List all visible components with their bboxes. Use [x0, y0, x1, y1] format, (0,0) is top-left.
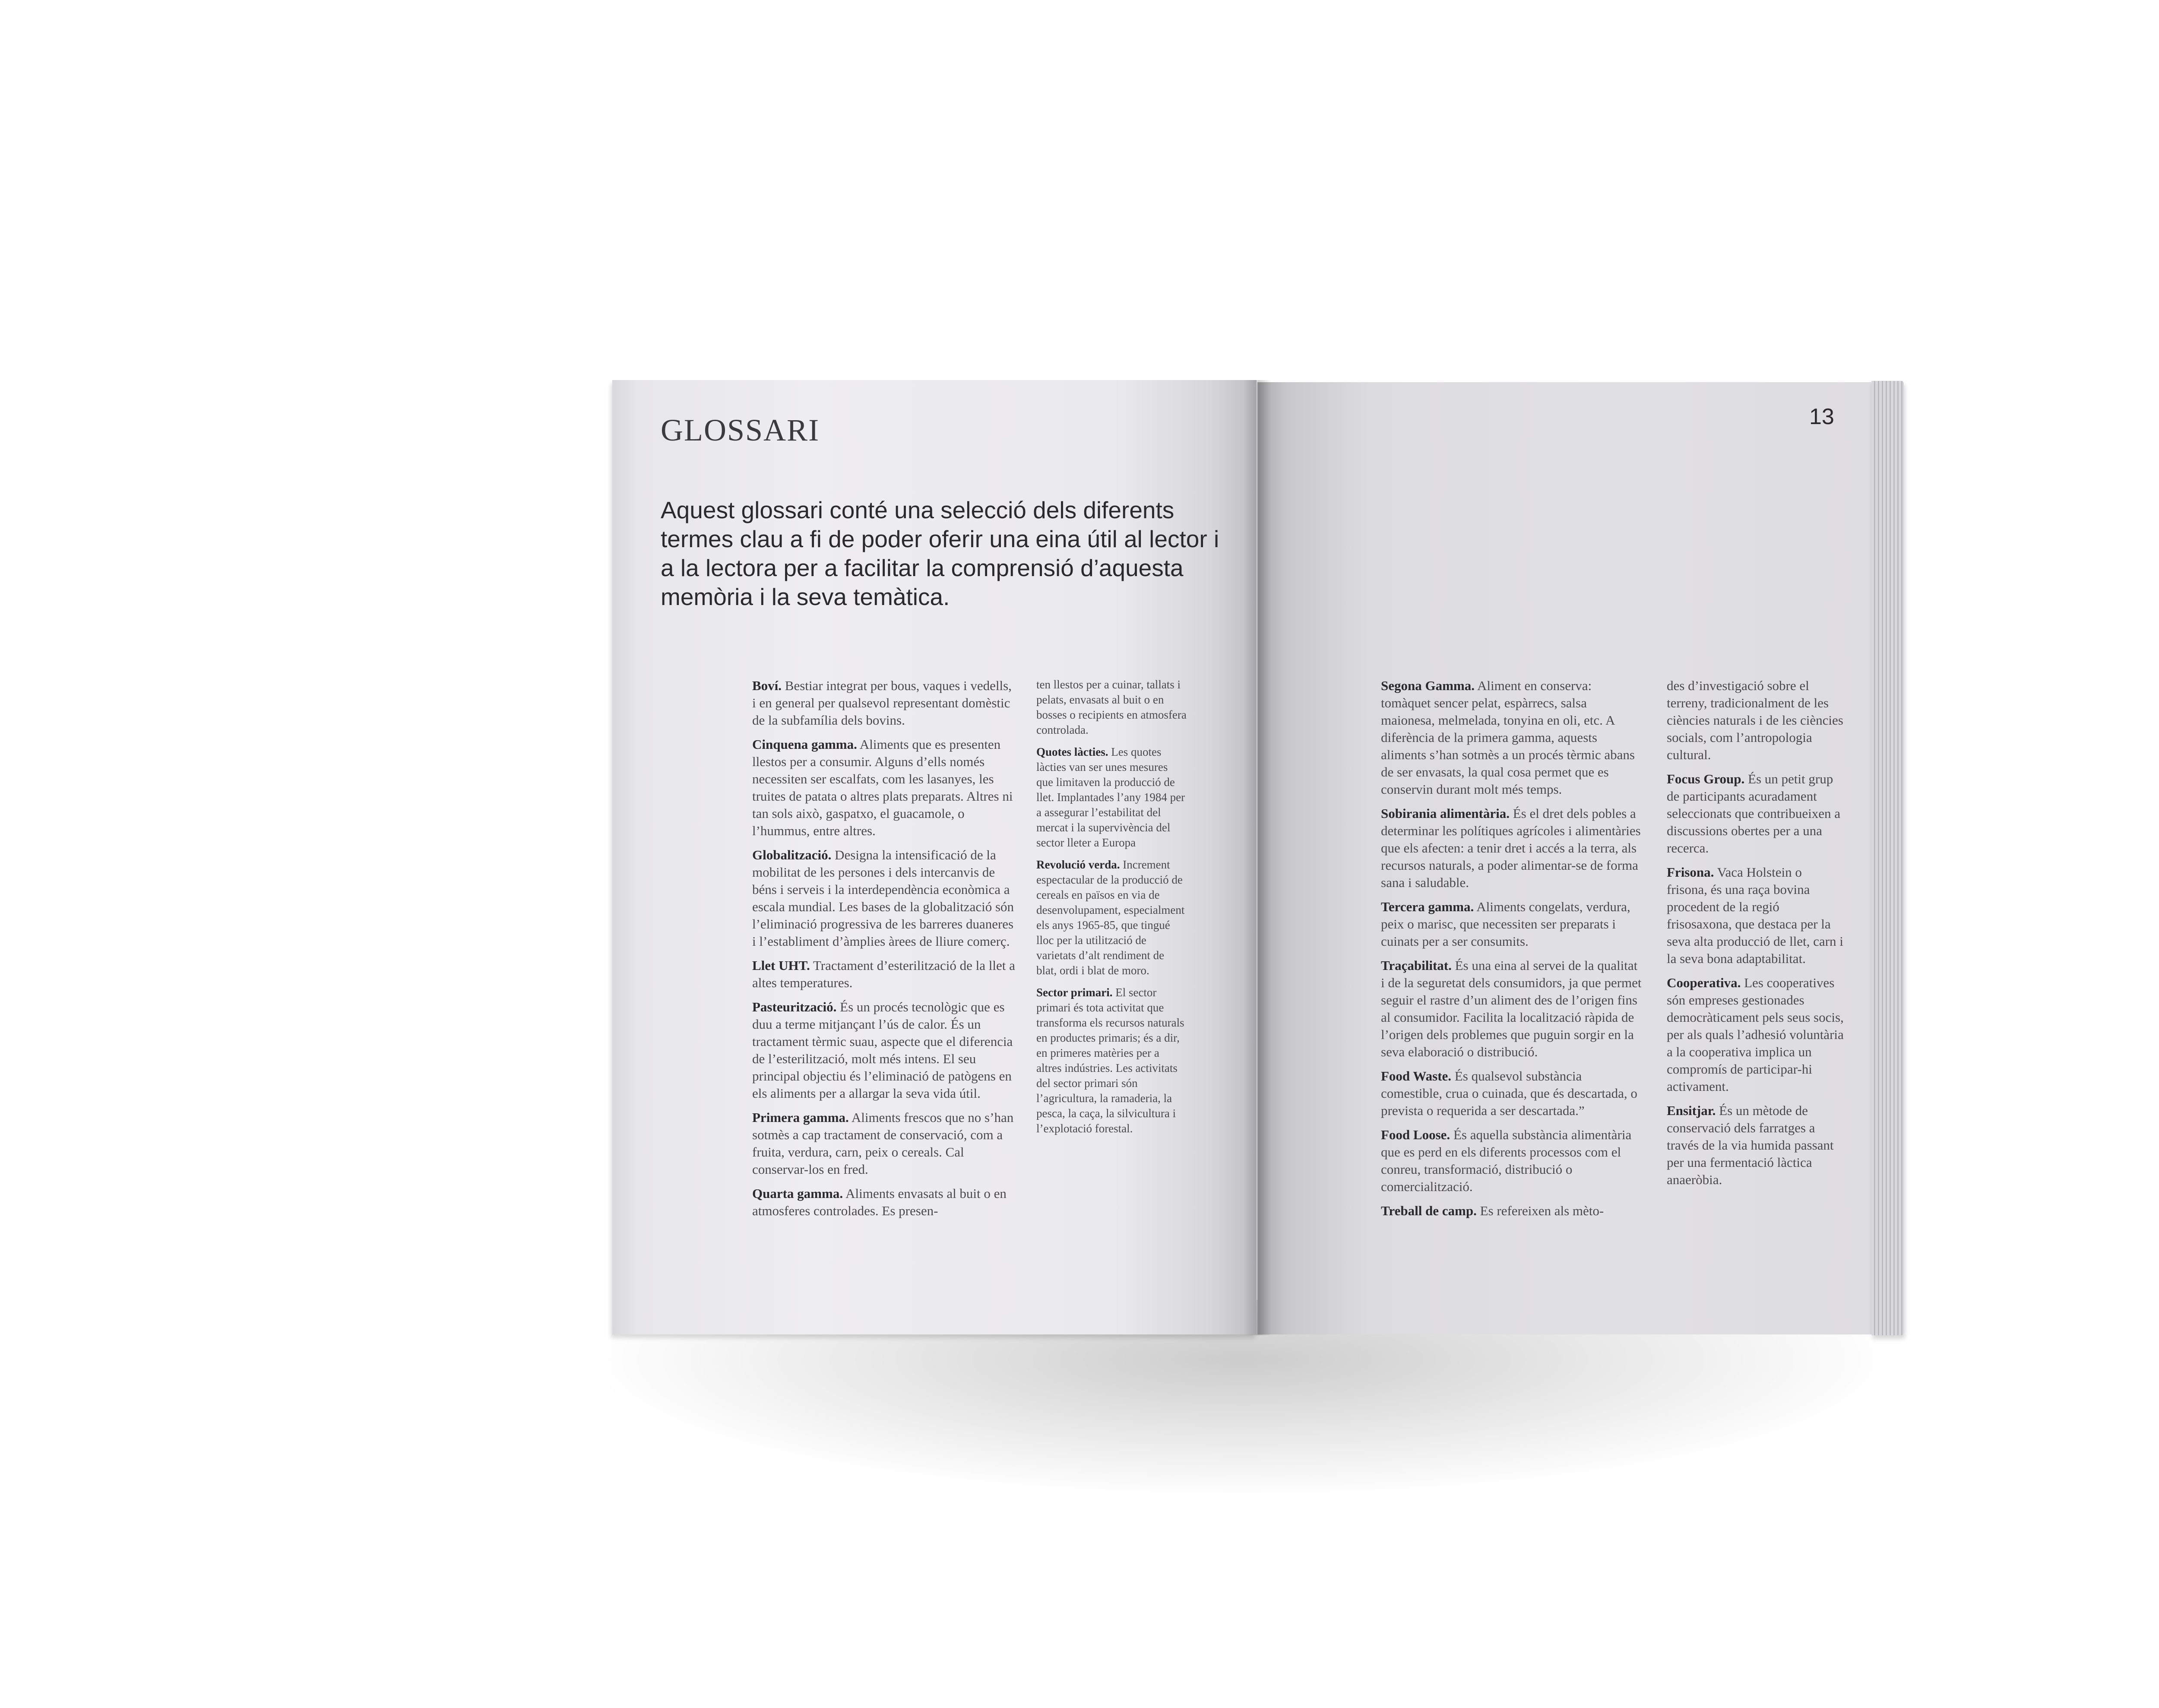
glossary-term: Llet UHT. — [752, 958, 810, 973]
glossary-entry — [752, 736, 1016, 840]
page-title: GLOSSARI — [661, 413, 820, 447]
page-number: 13 — [1809, 404, 1834, 429]
glossary-entry — [752, 1109, 1016, 1178]
glossary-definition: El sector primari és tota activitat que transforma els recursos naturals en productes primaris; és a dir, en primeres matèries per a altres indústries. Les activitats del sector primari són l’agricultura, la ramaderia, la pesca, la caça, la silvicultura i l’explotació forestal. — [1036, 986, 1184, 1135]
glossary-term: Food Waste. — [1381, 1068, 1452, 1084]
glossary-term: Revolució verda. — [1036, 858, 1120, 871]
glossary-entry — [1381, 1202, 1643, 1220]
glossary-entry — [1381, 957, 1643, 1061]
glossary-term: Pasteurització. — [752, 999, 837, 1014]
glossary-definition: És qualsevol substància comestible, crua o cuinada, que és descartada, o prevista o requerida a ser descartada.” — [1381, 1068, 1637, 1118]
glossary-term: Frisona. — [1667, 865, 1714, 880]
glossary-entry — [752, 998, 1016, 1102]
glossary-entry — [752, 957, 1016, 992]
glossary-column-left-1 — [752, 677, 1016, 1226]
glossary-definition: Vaca Holstein o frisona, és una raça bovina procedent de la regió frisosaxona, que destaca per la seva alta producció de llet, carn i la seva bona adaptabilitat. — [1667, 865, 1843, 966]
glossary-entry — [1667, 864, 1844, 967]
glossary-term: Food Loose. — [1381, 1127, 1450, 1142]
glossary-entry — [1667, 1102, 1844, 1188]
glossary-entry — [1381, 677, 1643, 798]
glossary-entry — [1036, 857, 1187, 978]
glossary-definition: És un petit grup de participants acuradament seleccionats que contribueixen a discussions obertes per a una recerca. — [1667, 771, 1840, 856]
glossary-definition: Aliment en conserva: tomàquet sencer pelat, espàrrecs, salsa maionesa, melmelada, tonyina en oli, etc. A diferència de la primera gamma, aquests aliments s’han sotmès a un procés tèrmic abans de ser envasats, la qual cosa permet que es conservin durant molt més temps. — [1381, 678, 1635, 797]
glossary-term: Traçabilitat. — [1381, 958, 1452, 973]
glossary-definition: Tractament d’esterilització de la llet a altes temperatures. — [752, 958, 1015, 990]
glossary-term: Boví. — [752, 678, 782, 693]
glossary-definition: Les quotes làcties van ser unes mesures que limitaven la producció de llet. Implantades l’any 1984 per a assegurar l’estabilitat del mercat i la supervivència del sector lleter a Europa — [1036, 745, 1185, 849]
glossary-entry — [1381, 1126, 1643, 1195]
glossary-definition: Aliments congelats, verdura, peix o marisc, que necessiten ser preparats i cuinats per a ser consumits. — [1381, 899, 1630, 949]
glossary-term: Tercera gamma. — [1381, 899, 1474, 914]
glossary-definition: Increment espectacular de la producció de cereals en països en via de desenvolupament, especialment els anys 1965-85, que tingué lloc per la utilització de varietats d’alt rendiment de blat, ordi i blat de moro. — [1036, 858, 1185, 977]
glossary-definition: Les cooperatives són empreses gestionades democràticament pels seus socis, per als quals l’adhesió voluntària a la cooperativa implica un compromís de participar-hi activament. — [1667, 975, 1844, 1094]
glossary-term: Treball de camp. — [1381, 1203, 1477, 1218]
glossary-entry — [1667, 677, 1844, 764]
glossary-column-right-2 — [1667, 677, 1844, 1195]
intro-paragraph: Aquest glossari conté una selecció dels diferents termes clau a fi de poder oferir una eina útil al lector i a la lectora per a facilitar la comprensió d’aquesta memòria i la seva temàtica. — [661, 497, 1219, 610]
glossary-term: Ensitjar. — [1667, 1103, 1716, 1118]
book-spine — [1244, 380, 1271, 1335]
glossary-entry — [752, 677, 1016, 729]
glossary-definition: És una eina al servei de la qualitat i de la seguretat dels consumidors, ja que permet seguir el rastre d’un aliment des de l’origen fins al consumidor. Facilita la localització ràpida de l’origen dels problemes que puguin sorgir en la seva elaboració o distribució. — [1381, 958, 1642, 1059]
glossary-entry — [752, 846, 1016, 950]
glossary-definition: Aliments frescos que no s’han sotmès a cap tractament de conservació, com a fruita, verdura, carn, peix o cereals. Cal conservar-los en fred. — [752, 1110, 1014, 1177]
glossary-definition: Bestiar integrat per bous, vaques i vedells, i en general per qualsevol representant domèstic de la subfamília dels bovins. — [752, 678, 1012, 728]
glossary-definition: És un mètode de conservació dels farratges a través de la via humida passant per una fermentació làctica anaeròbia. — [1667, 1103, 1834, 1187]
glossary-entry — [1667, 770, 1844, 857]
glossary-definition: Aliments envasats al buit o en atmosferes controlades. Es presen- — [752, 1186, 1007, 1218]
glossary-definition: Es refereixen als mèto- — [1476, 1203, 1604, 1218]
glossary-definition: És aquella substància alimentària que es perd en els diferents processos com el conreu, transformació, distribució o comercialització. — [1381, 1127, 1632, 1194]
glossary-entry — [1667, 974, 1844, 1095]
glossary-definition: ten llestos per a cuinar, tallats i pelats, envasats al buit o en bosses o recipients en atmosfera controlada. — [1036, 678, 1187, 736]
glossary-definition: Aliments que es presenten llestos per a consumir. Alguns d’ells només necessiten ser escalfats, com les lasanyes, les truites de patata o altres plats preparats. Altres ni tan sols això, gaspatxo, el guacamole, o l’hummus, entre altres. — [752, 737, 1013, 838]
glossary-term: Quarta gamma. — [752, 1186, 843, 1201]
glossary-column-left-2 — [1036, 677, 1187, 1143]
glossary-term: Sector primari. — [1036, 986, 1113, 999]
glossary-column-right-1 — [1381, 677, 1643, 1226]
glossary-entry — [1381, 898, 1643, 950]
glossary-term: Focus Group. — [1667, 771, 1745, 786]
glossary-entry — [1036, 985, 1187, 1136]
glossary-term: Cooperativa. — [1667, 975, 1741, 990]
glossary-entry — [1381, 805, 1643, 891]
glossary-term: Sobirania alimentària. — [1381, 806, 1510, 821]
glossary-term: Quotes làcties. — [1036, 745, 1108, 758]
page-stack-edge — [1871, 381, 1904, 1335]
glossary-term: Segona Gamma. — [1381, 678, 1475, 693]
glossary-definition: És el dret dels pobles a determinar les polítiques agrícoles i alimentàries que els afecten: a tenir dret i accés a la terra, als recursos naturals, a poder alimentar-se de forma sana i saludable. — [1381, 806, 1641, 890]
glossary-definition: És un procés tecnològic que es duu a terme mitjançant l’ús de calor. És un tractament tèrmic suau, aspecte que el diferencia de l’esterilització, molt més intens. El seu principal objectiu és l’eliminació de patògens en els aliments per a allargar la seva vida útil. — [752, 999, 1013, 1101]
glossary-entry — [1036, 677, 1187, 738]
glossary-entry — [752, 1185, 1016, 1220]
glossary-entry — [1036, 745, 1187, 850]
glossary-term: Primera gamma. — [752, 1110, 849, 1125]
glossary-definition: des d’investigació sobre el terreny, tradicionalment de les ciències naturals i de les ciències socials, com l’antropologia cultural. — [1667, 678, 1843, 762]
glossary-term: Globalització. — [752, 847, 832, 862]
glossary-term: Cinquena gamma. — [752, 737, 857, 752]
glossary-entry — [1381, 1068, 1643, 1119]
glossary-definition: Designa la intensificació de la mobilitat de les persones i dels intercanvis de béns i serveis i la interdependència econòmica a escala mundial. Les bases de la globalització són l’eliminació progressiva de les barreres duaneres i l’establiment d’àmplies àrees de lliure comerç. — [752, 847, 1014, 949]
